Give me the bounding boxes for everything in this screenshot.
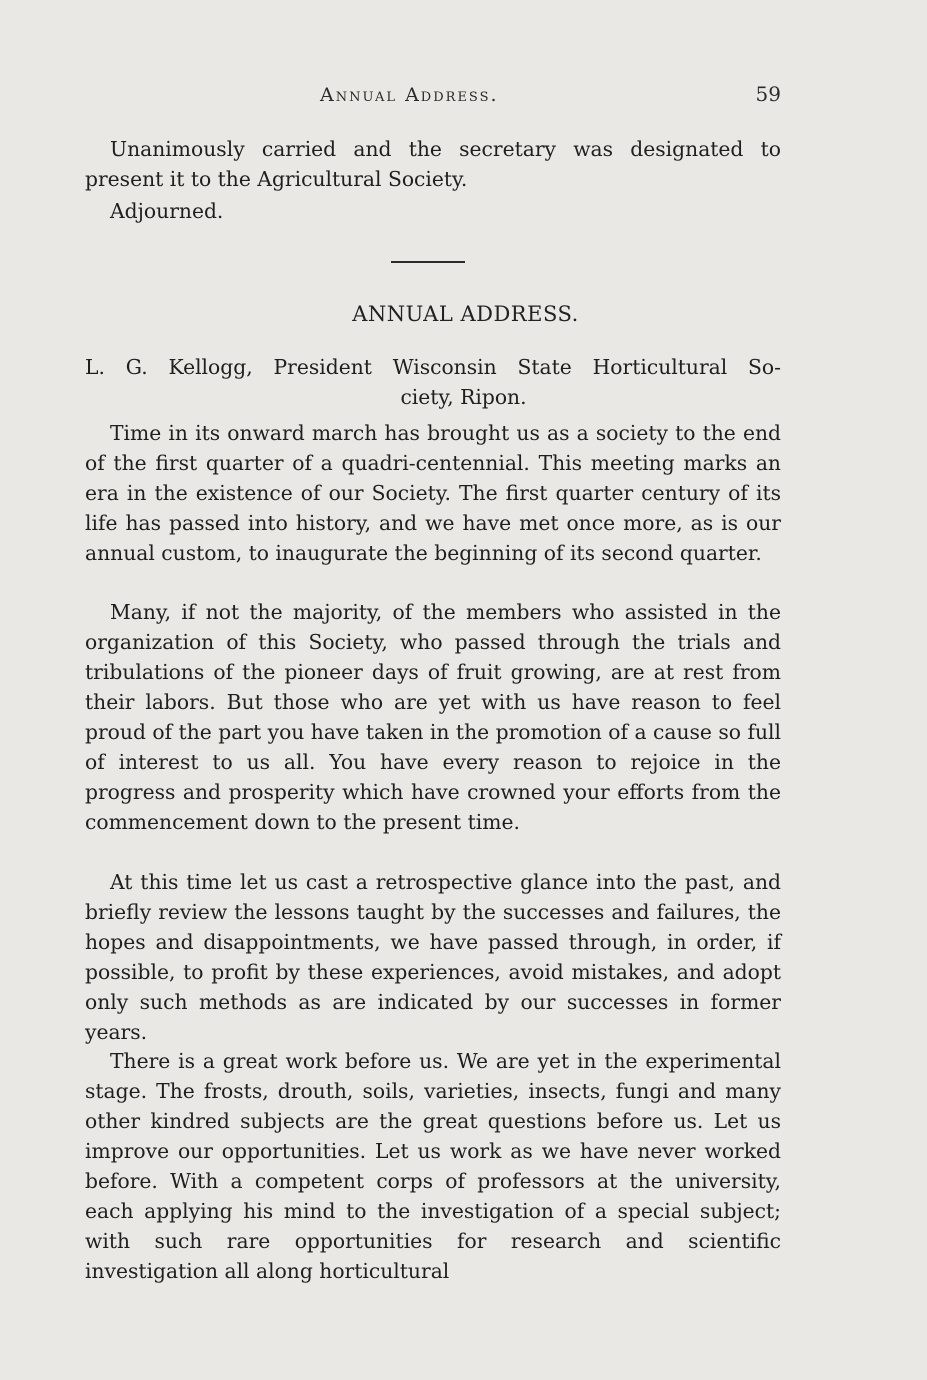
author-byline-continued: ciety, Ripon. [400, 385, 527, 409]
body-paragraph: Many, if not the majority, of the members who assisted in the organization of this Society, who passed through the trials and tribulations of the pioneer days of fruit growing, are at rest from their labors. But those who are yet with us have reason to feel proud of the part you have taken in the promotion of a cause so full of interest to us all. You have every reason to rejoice in the progress and prosperity which have crowned your efforts from the commencement down to the present time. [85, 600, 781, 834]
author-byline: L. G. Kellogg, President Wisconsin State Horticultural So- [85, 355, 781, 379]
page-number: 59 [755, 82, 781, 106]
section-title: ANNUAL ADDRESS. [352, 302, 579, 326]
adjourned-line: Adjourned. [110, 199, 224, 223]
section-divider [391, 261, 465, 263]
body-paragraph: There is a great work before us. We are yet in the experimental stage. The frosts, drouth, soils, varieties, insects, fungi and many other kindred subjects are the great questions before us. Let us improve our opportunities. Let us work as we have never worked before. With a competent corps of professors at the university, each applying his mind to the investigation of a special subject; with such rare opportunities for research and scientific investigation all along horticultural [85, 1049, 781, 1283]
body-paragraph: At this time let us cast a retrospective glance into the past, and briefly review the lessons taught by the successes and failures, the hopes and disappointments, we have passed through, in order, if possible, to profit by these experiences, avoid mistakes, and adopt only such methods as are indicated by our successes in former years. [85, 870, 781, 1044]
body-paragraph: Time in its onward march has brought us as a society to the end of the first quarter of a quadri-centennial. This meeting marks an era in the existence of our Society. The first quarter century of its life has passed into history, and we have met once more, as is our annual custom, to inaugurate the beginning of its second quarter. [85, 421, 781, 565]
intro-paragraph: Unanimously carried and the secretary was designated to present it to the Agricultural Society. [85, 137, 781, 191]
running-head: Annual Address. [320, 84, 499, 106]
